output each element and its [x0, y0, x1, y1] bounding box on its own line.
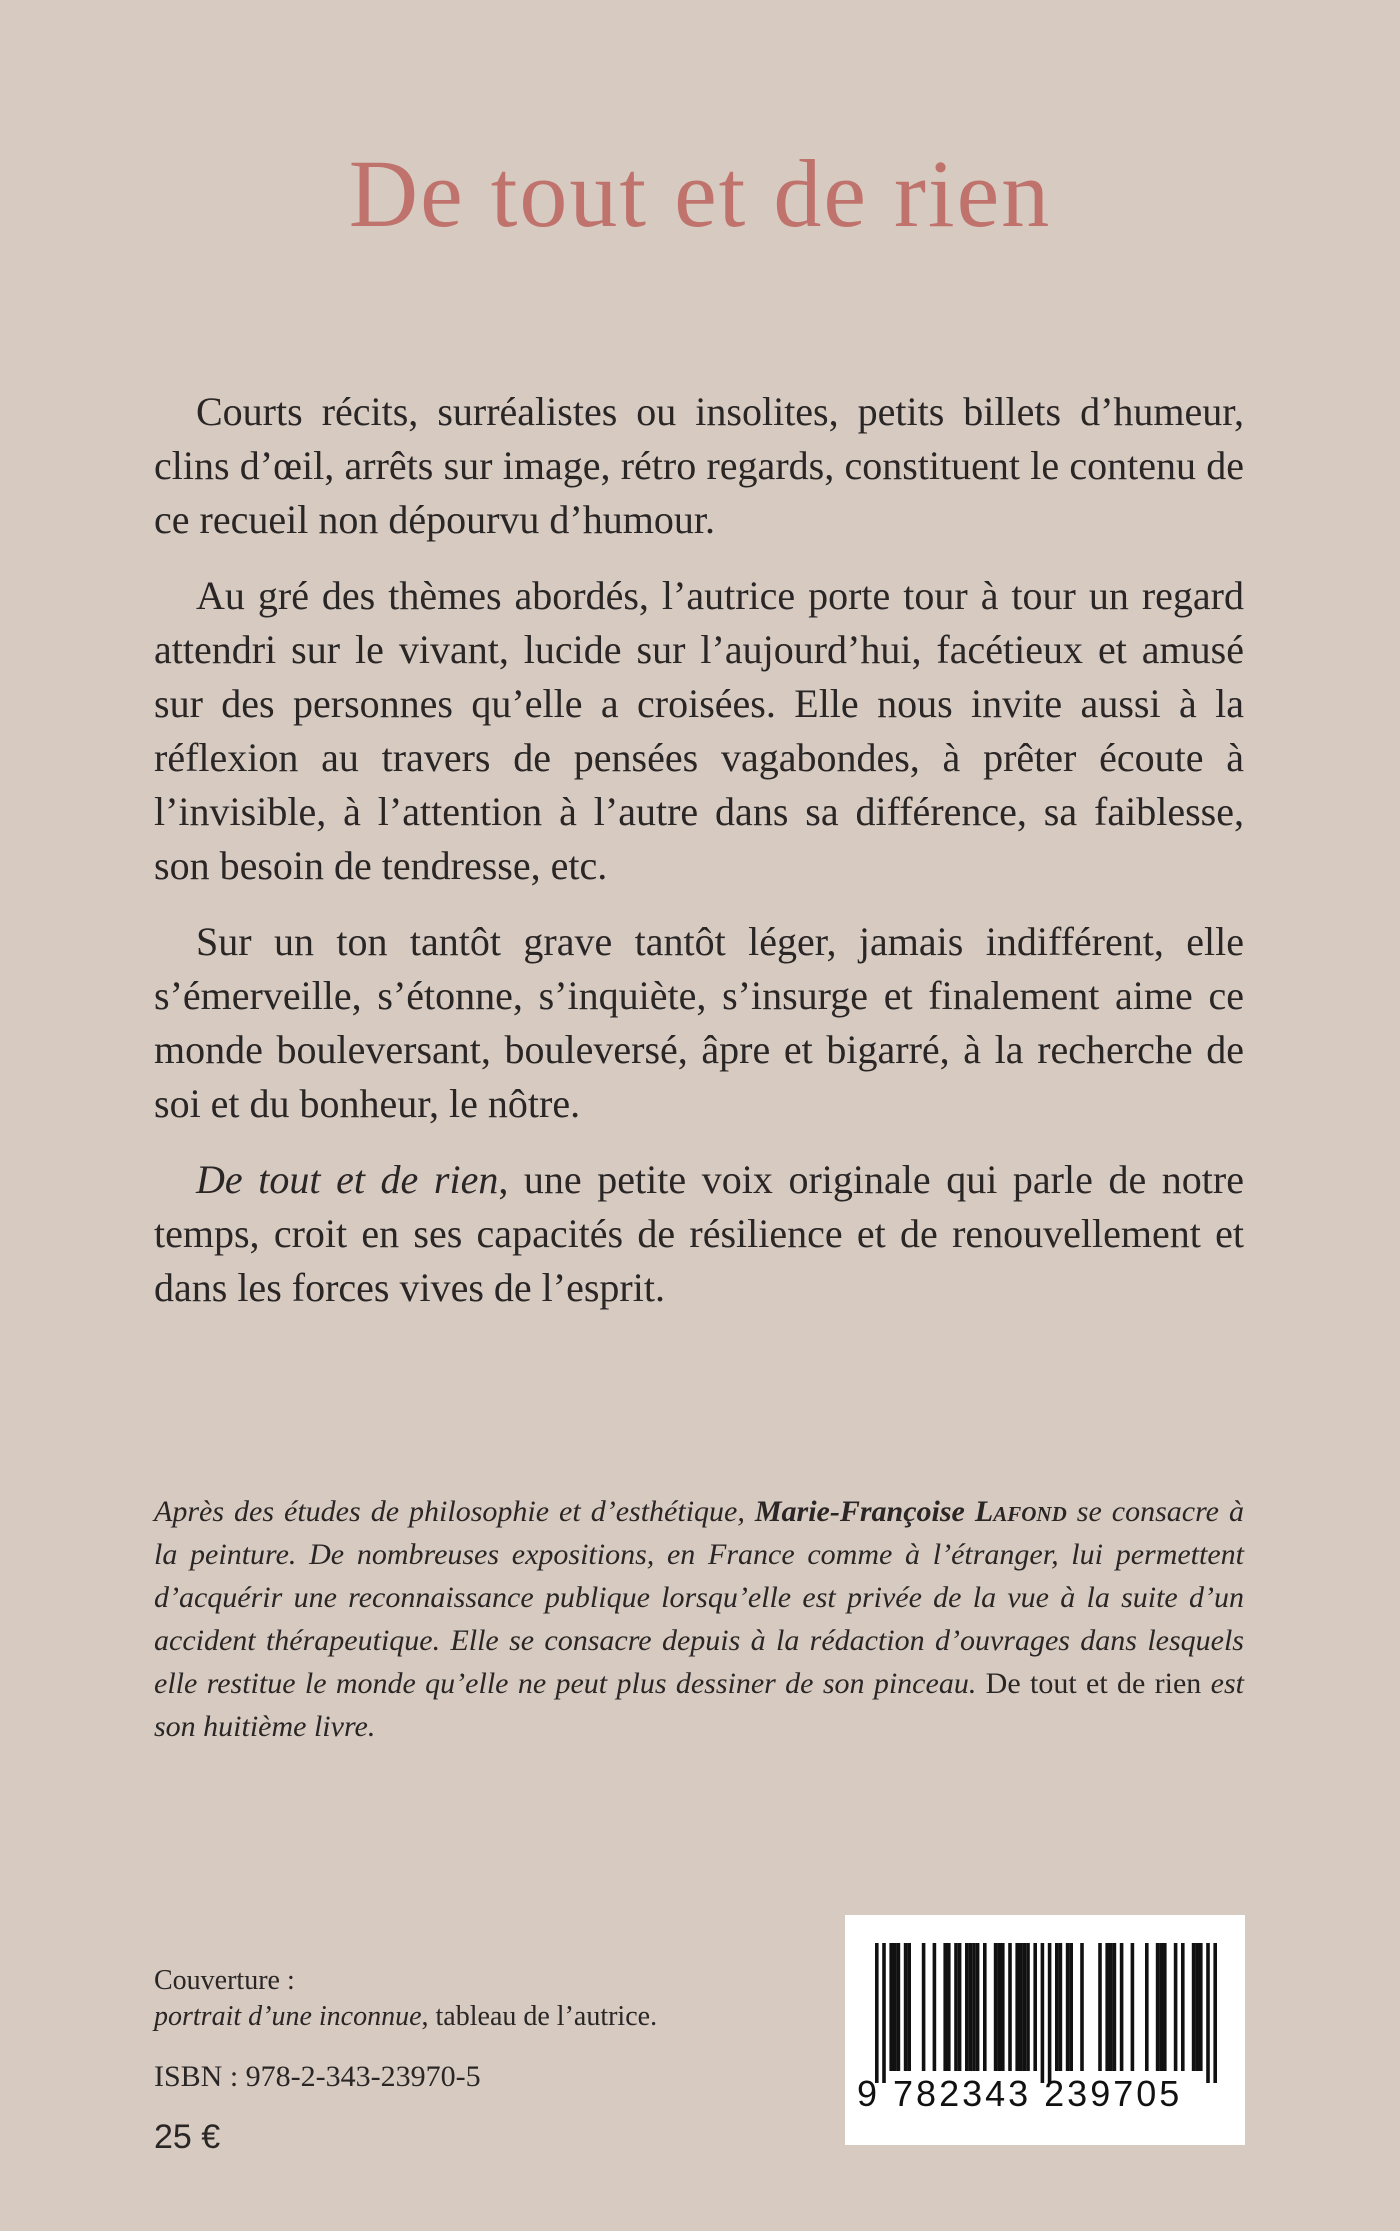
- barcode-bar: [1156, 1943, 1160, 2071]
- synopsis-paragraph: Sur un ton tantôt grave tantôt léger, jamais indifférent, elle s’émerveille, s’étonne, s’inquiète, s’insurge et finalement aime ce monde bouleversant, bouleversé, âpre et bigarré, à la recherche de soi et du bonheur, le nôtre.: [154, 919, 1244, 1126]
- barcode-bar: [943, 1943, 947, 2071]
- author-bio: [154, 1490, 1244, 1748]
- barcode-bar: [972, 1943, 976, 2071]
- author-first-name: Marie-Françoise: [754, 1495, 975, 1528]
- synopsis-closing-text: , une petite voix originale qui parle de notre temps, croit en ses capacités de résilience et de renouvellement et dans les forces vives de l’esprit.: [154, 1157, 1244, 1310]
- barcode: [845, 1915, 1245, 2145]
- barcode-bar: [1048, 1943, 1052, 2083]
- barcode-bar: [907, 1943, 911, 2071]
- barcode-bar: [1195, 1943, 1199, 2071]
- barcode-bar: [1131, 1943, 1135, 2071]
- barcode-digits: 9 782343 239705: [857, 2073, 1183, 2114]
- barcode-bar: [1059, 1943, 1063, 2071]
- barcode-bar: [954, 1943, 958, 2071]
- barcode-bar: [933, 1943, 937, 2071]
- barcode-bar: [897, 1943, 901, 2071]
- barcode-bar: [965, 1943, 969, 2071]
- book-title: De tout et de rien: [348, 140, 1052, 247]
- barcode-bar: [1192, 1943, 1196, 2071]
- synopsis: [154, 385, 1244, 1337]
- barcode-bar: [1023, 1943, 1027, 2071]
- cover-credit: [154, 1963, 657, 2035]
- cover-label: Couverture :: [154, 1965, 295, 1996]
- barcode-bar: [958, 1943, 962, 2071]
- barcode-bar: [1120, 1943, 1124, 2071]
- barcode-bar: [1069, 1943, 1073, 2071]
- barcode-bar: [1181, 1943, 1185, 2071]
- author-last-name: Lafond: [974, 1495, 1067, 1528]
- author-name: [755, 1495, 1067, 1528]
- cover-description: [154, 1999, 657, 2035]
- barcode-bar: [1206, 1943, 1210, 2083]
- barcode-bar: [983, 1943, 987, 2071]
- barcode-bar: [1033, 1943, 1037, 2071]
- barcode-bar: [1015, 1943, 1019, 2071]
- barcode-bar: [875, 1943, 879, 2083]
- barcode-bar: [1105, 1943, 1109, 2071]
- barcode-bar: [1145, 1943, 1149, 2071]
- barcode-bar: [1001, 1943, 1005, 2071]
- bio-text: se consacre à la peinture. De nombreuses expositions, en France comme à l’étranger, lui permettent d’acquérir une reconnaissance publique lorsqu’elle est privée de la vue à la suite d’un accident thérapeutique. Elle se consacre depuis à la rédaction d’ouvrages dans lesquels elle restitue le monde qu’elle ne peut plus dessiner de son pinceau.: [154, 1495, 1244, 1700]
- barcode-bar: [1109, 1943, 1113, 2071]
- bio-ending: est son huitième livre.: [154, 1667, 1244, 1743]
- barcode-bar: [1163, 1943, 1167, 2071]
- barcode-bar: [882, 1943, 886, 2083]
- barcode-bar: [1213, 1943, 1217, 2083]
- synopsis-paragraph: Courts récits, surréalistes ou insolites, petits billets d’humeur, clins d’œil, arrêts sur image, rétro regards, constituent le contenu de ce recueil non dépourvu d’humour.: [154, 389, 1244, 542]
- price: 25 €: [154, 2118, 221, 2156]
- barcode-bar: [889, 1943, 893, 2071]
- synopsis-paragraph: Au gré des thèmes abordés, l’autrice porte tour à tour un regard attendri sur le vivant, lucide sur l’aujourd’hui, facétieux et amusé sur des personnes qu’elle a croisées. Elle nous invite aussi à la réflexion au travers de pensées vagabondes, à prêter écoute à l’invisible, à l’attention à l’autre dans sa différence, sa faiblesse, son besoin de tendresse, etc.: [154, 573, 1244, 888]
- barcode-bar: [969, 1943, 973, 2071]
- cover-work-title: portrait d’une inconnue: [154, 2001, 422, 2032]
- barcode-bar: [1055, 1943, 1059, 2071]
- barcode-bar: [1066, 1943, 1070, 2071]
- barcode-bar: [1174, 1943, 1178, 2071]
- bio-intro: Après des études de philosophie et d’esthétique,: [154, 1495, 755, 1528]
- barcode-bar: [976, 1943, 980, 2071]
- barcode-bar: [1026, 1943, 1030, 2071]
- barcode-bar: [1019, 1943, 1023, 2071]
- isbn: ISBN : 978-2-343-23970-5: [154, 2060, 481, 2093]
- synopsis-closing-paragraph: [154, 1153, 1244, 1315]
- barcode-bar: [1113, 1943, 1117, 2071]
- barcode-bar: [997, 1943, 1001, 2071]
- barcode-bar: [1199, 1943, 1203, 2071]
- barcode-bar: [947, 1943, 951, 2071]
- synopsis-title-ref: De tout et de rien: [196, 1157, 499, 1202]
- barcode-bar: [922, 1943, 926, 2071]
- barcode-bar: [1159, 1943, 1163, 2071]
- barcode-bar: [904, 1943, 908, 2071]
- bio-book-ref: De tout et de rien: [985, 1667, 1202, 1700]
- barcode-bar: [1080, 1943, 1084, 2071]
- barcode-bar: [1041, 1943, 1045, 2083]
- cover-work-rest: , tableau de l’autrice.: [421, 2001, 658, 2032]
- barcode-bar: [893, 1943, 897, 2071]
- barcode-bar: [1098, 1943, 1102, 2071]
- barcode-bar: [1008, 1943, 1012, 2071]
- barcode-bar: [994, 1943, 998, 2071]
